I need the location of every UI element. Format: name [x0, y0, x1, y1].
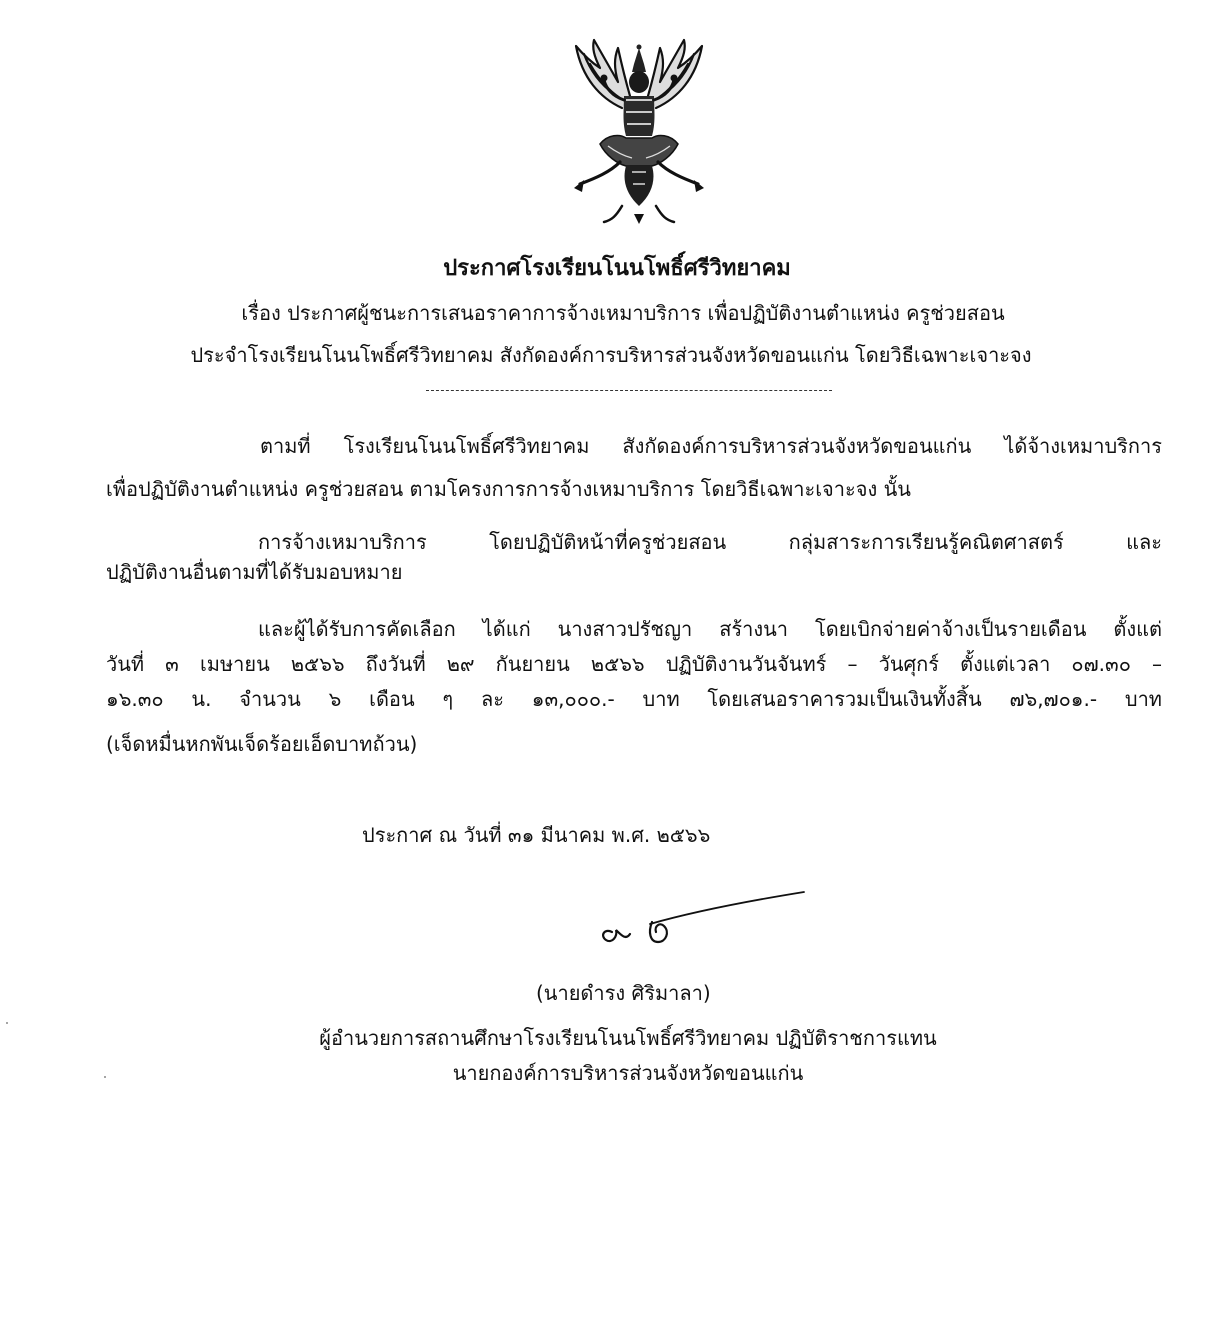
signer-name: (นายดำรง ศิริมาลา) [536, 981, 711, 1005]
paragraph-3-line-4: (เจ็ดหมื่นหกพันเจ็ดร้อยเอ็ดบาทถ้วน) [106, 732, 418, 756]
paragraph-2-line-1: การจ้างเหมาบริการ โดยปฏิบัติหน้าที่ครูช่วยสอน กลุ่มสาระการเรียนรู้คณิตศาสตร์ และ [258, 530, 1162, 554]
divider [426, 390, 832, 391]
handwritten-signature [592, 888, 808, 950]
scan-speck [6, 1022, 8, 1024]
scan-speck [104, 1076, 106, 1078]
signer-position-line-2: นายกองค์การบริหารส่วนจังหวัดขอนแก่น [452, 1061, 804, 1085]
paragraph-1-line-1: ตามที่ โรงเรียนโนนโพธิ์ศรีวิทยาคม สังกัดองค์การบริหารส่วนจังหวัดขอนแก่น ได้จ้างเหมาบริการ [260, 434, 1162, 458]
paragraph-2-line-2: ปฏิบัติงานอื่นตามที่ได้รับมอบหมาย [106, 560, 403, 584]
paragraph-3-line-3: ๑๖.๓๐ น. จำนวน ๖ เดือน ๆ ละ ๑๓,๐๐๐.- บาท โดยเสนอราคารวมเป็นเงินทั้งสิ้น ๗๖,๗๐๑.- บาท [106, 687, 1162, 711]
paragraph-3-line-2: วันที่ ๓ เมษายน ๒๕๖๖ ถึงวันที่ ๒๙ กันยายน ๒๕๖๖ ปฏิบัติงานวันจันทร์ – วันศุกร์ ตั้งแต่เวลา ๐๗.๓๐ – [106, 652, 1162, 676]
announcement-title: ประกาศโรงเรียนโนนโพธิ์ศรีวิทยาคม [443, 256, 791, 281]
garuda-emblem-icon [560, 38, 718, 226]
paragraph-3-line-1: และผู้ได้รับการคัดเลือก ได้แก่ นางสาวปรัชญา สร้างนา โดยเบิกจ่ายค่าจ้างเป็นรายเดือน ตั้งแต่ [258, 617, 1162, 641]
signer-position-line-1: ผู้อำนวยการสถานศึกษาโรงเรียนโนนโพธิ์ศรีวิทยาคม ปฏิบัติราชการแทน [319, 1026, 937, 1050]
announcement-date: ประกาศ ณ วันที่ ๓๑ มีนาคม พ.ศ. ๒๕๖๖ [362, 823, 711, 847]
subject-line-2: ประจำโรงเรียนโนนโพธิ์ศรีวิทยาคม สังกัดองค์การบริหารส่วนจังหวัดขอนแก่น โดยวิธีเฉพาะเจาะจง [190, 343, 1032, 367]
paragraph-1-line-2: เพื่อปฏิบัติงานตำแหน่ง ครูช่วยสอน ตามโครงการการจ้างเหมาบริการ โดยวิธีเฉพาะเจาะจง นั้น [106, 477, 911, 501]
subject-line-1: เรื่อง ประกาศผู้ชนะการเสนอราคาการจ้างเหมาบริการ เพื่อปฏิบัติงานตำแหน่ง ครูช่วยสอน [241, 301, 1005, 325]
